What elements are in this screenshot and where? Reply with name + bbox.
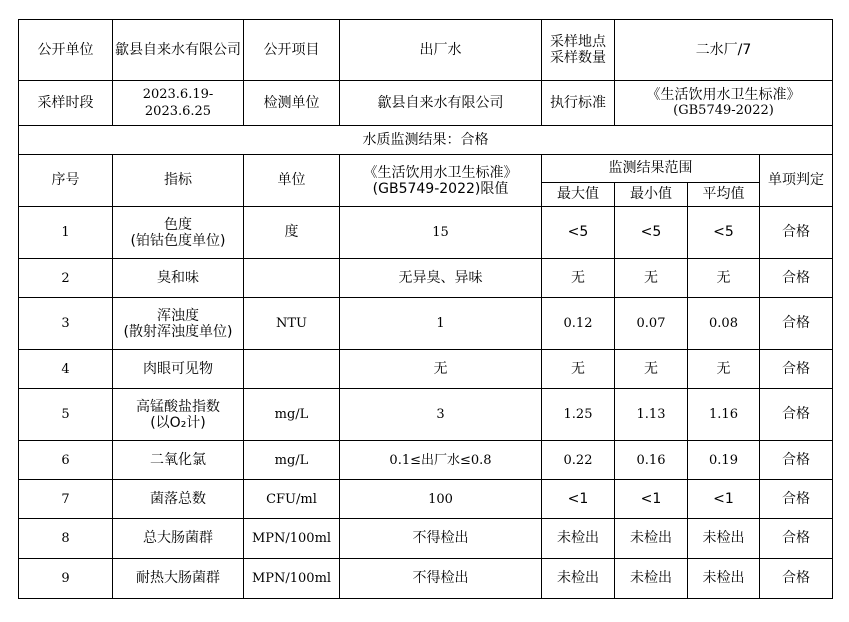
row-verdict: 合格 — [760, 298, 833, 350]
label-publish-item: 公开项目 — [244, 20, 340, 81]
row-max: <5 — [542, 207, 615, 259]
row-no: 8 — [19, 519, 113, 559]
row-indicator: 肉眼可见物 — [113, 350, 244, 389]
row-max: 无 — [542, 350, 615, 389]
row-verdict: 合格 — [760, 350, 833, 389]
row-indicator-line2: (以O₂计) — [150, 414, 206, 431]
row-indicator: 臭和味 — [113, 259, 244, 298]
standard — [615, 81, 833, 126]
row-min: 未检出 — [615, 559, 688, 599]
col-header-limit-line1: 《生活饮用水卫生标准》 — [363, 164, 518, 181]
row-limit: 不得检出 — [340, 519, 542, 559]
column-header-row-1 — [19, 155, 833, 183]
row-min: 无 — [615, 350, 688, 389]
row-min: 0.07 — [615, 298, 688, 350]
row-max: 0.22 — [542, 441, 615, 480]
row-indicator-line1: 色度 — [164, 216, 192, 233]
row-verdict: 合格 — [760, 207, 833, 259]
standard-line2: (GB5749-2022) — [673, 103, 774, 118]
testing-unit: 歙县自来水有限公司 — [340, 81, 542, 126]
overall-result: 水质监测结果：合格 — [19, 126, 833, 155]
label-sampling-site-line1: 采样地点 — [550, 34, 606, 50]
row-limit: 无异臭、异味 — [340, 259, 542, 298]
row-limit: 15 — [340, 207, 542, 259]
row-unit: MPN/100ml — [244, 559, 340, 599]
col-header-limit — [340, 155, 542, 207]
label-sampling-count-line2: 采样数量 — [550, 50, 606, 66]
row-limit: 0.1≤出厂水≤0.8 — [340, 441, 542, 480]
row-verdict: 合格 — [760, 480, 833, 519]
row-no: 2 — [19, 259, 113, 298]
table-row — [19, 389, 833, 441]
row-min: <5 — [615, 207, 688, 259]
row-avg: <1 — [688, 480, 760, 519]
table-row — [19, 298, 833, 350]
row-verdict: 合格 — [760, 559, 833, 599]
row-verdict: 合格 — [760, 389, 833, 441]
row-min: 未检出 — [615, 519, 688, 559]
row-unit: NTU — [244, 298, 340, 350]
table-row — [19, 519, 833, 559]
row-unit: MPN/100ml — [244, 519, 340, 559]
row-max: 0.12 — [542, 298, 615, 350]
row-unit: CFU/ml — [244, 480, 340, 519]
row-no: 9 — [19, 559, 113, 599]
row-indicator: 二氧化氯 — [113, 441, 244, 480]
sampling-period: 2023.6.19-2023.6.25 — [113, 81, 244, 126]
col-header-range: 监测结果范围 — [542, 155, 760, 183]
row-limit: 不得检出 — [340, 559, 542, 599]
publish-item: 出厂水 — [340, 20, 542, 81]
row-indicator — [113, 207, 244, 259]
table-row — [19, 480, 833, 519]
row-indicator-line2: (铂钴色度单位) — [130, 232, 226, 249]
header-row-2 — [19, 81, 833, 126]
row-no: 4 — [19, 350, 113, 389]
label-standard: 执行标准 — [542, 81, 615, 126]
col-header-min: 最小值 — [615, 183, 688, 207]
row-indicator: 耐热大肠菌群 — [113, 559, 244, 599]
row-indicator-line1: 浑浊度 — [157, 307, 199, 324]
label-sampling-period: 采样时段 — [19, 81, 113, 126]
row-avg: 0.19 — [688, 441, 760, 480]
table-row — [19, 350, 833, 389]
row-no: 6 — [19, 441, 113, 480]
row-max: <1 — [542, 480, 615, 519]
publish-unit: 歙县自来水有限公司 — [113, 20, 244, 81]
row-indicator-line2: (散射浑浊度单位) — [123, 323, 233, 340]
row-avg: 1.16 — [688, 389, 760, 441]
row-verdict: 合格 — [760, 441, 833, 480]
water-quality-report — [18, 19, 832, 599]
row-max: 未检出 — [542, 519, 615, 559]
row-avg: 无 — [688, 259, 760, 298]
row-limit: 100 — [340, 480, 542, 519]
row-avg: 未检出 — [688, 559, 760, 599]
row-unit: mg/L — [244, 441, 340, 480]
col-header-no: 序号 — [19, 155, 113, 207]
table-row — [19, 207, 833, 259]
table-row — [19, 559, 833, 599]
label-publish-unit: 公开单位 — [19, 20, 113, 81]
row-unit: mg/L — [244, 389, 340, 441]
col-header-unit: 单位 — [244, 155, 340, 207]
row-min: <1 — [615, 480, 688, 519]
row-limit: 无 — [340, 350, 542, 389]
row-unit — [244, 350, 340, 389]
table-row — [19, 259, 833, 298]
row-no: 5 — [19, 389, 113, 441]
report-table — [18, 19, 833, 599]
col-header-max: 最大值 — [542, 183, 615, 207]
row-min: 无 — [615, 259, 688, 298]
label-sampling-site — [542, 20, 615, 81]
row-verdict: 合格 — [760, 519, 833, 559]
header-row-1 — [19, 20, 833, 81]
row-indicator-line1: 高锰酸盐指数 — [136, 398, 220, 415]
table-row — [19, 441, 833, 480]
row-max: 未检出 — [542, 559, 615, 599]
row-max: 1.25 — [542, 389, 615, 441]
result-row — [19, 126, 833, 155]
row-limit: 1 — [340, 298, 542, 350]
row-no: 7 — [19, 480, 113, 519]
row-indicator — [113, 298, 244, 350]
row-unit — [244, 259, 340, 298]
row-indicator: 总大肠菌群 — [113, 519, 244, 559]
sampling-site: 二水厂/7 — [615, 20, 833, 81]
row-min: 0.16 — [615, 441, 688, 480]
row-avg: <5 — [688, 207, 760, 259]
row-limit: 3 — [340, 389, 542, 441]
col-header-limit-line2: (GB5749-2022)限值 — [372, 180, 509, 197]
row-no: 3 — [19, 298, 113, 350]
row-max: 无 — [542, 259, 615, 298]
row-min: 1.13 — [615, 389, 688, 441]
col-header-verdict: 单项判定 — [760, 155, 833, 207]
row-verdict: 合格 — [760, 259, 833, 298]
row-no: 1 — [19, 207, 113, 259]
row-avg: 未检出 — [688, 519, 760, 559]
label-testing-unit: 检测单位 — [244, 81, 340, 126]
row-avg: 无 — [688, 350, 760, 389]
row-avg: 0.08 — [688, 298, 760, 350]
col-header-indicator: 指标 — [113, 155, 244, 207]
row-indicator: 菌落总数 — [113, 480, 244, 519]
row-indicator — [113, 389, 244, 441]
row-unit: 度 — [244, 207, 340, 259]
standard-line1: 《生活饮用水卫生标准》 — [646, 87, 801, 103]
col-header-avg: 平均值 — [688, 183, 760, 207]
